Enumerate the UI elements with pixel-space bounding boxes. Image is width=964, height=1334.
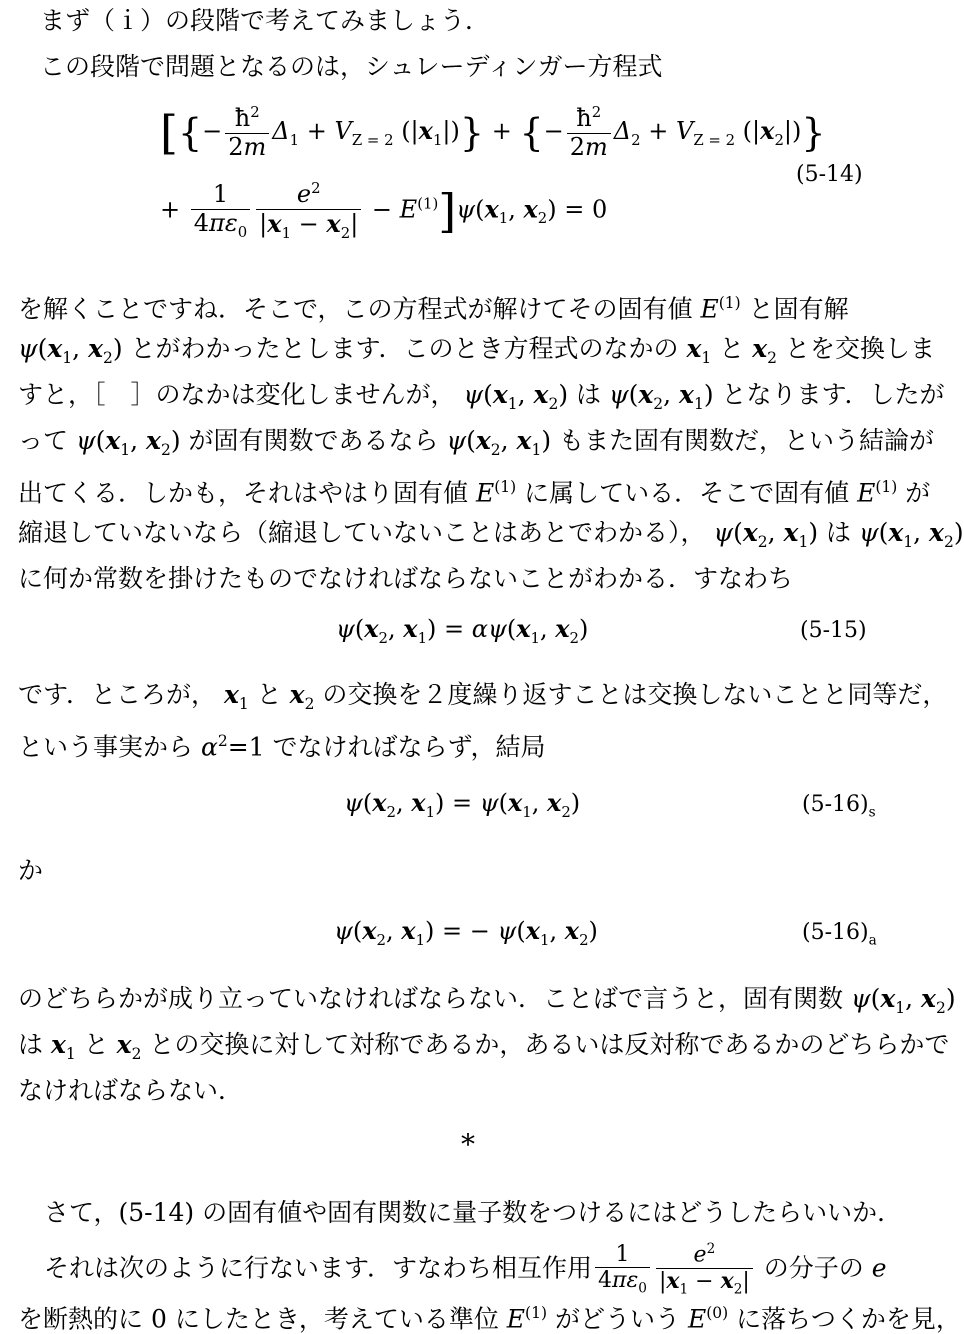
text-line-10: です．ところが， $x_1$ と $x_2$ の交換を２度繰り返すことは交換しないことと同等だ， <box>18 680 948 713</box>
text-line-4: $\psi(x_1$, $x_2$) とがわかったとします．このとき方程式のなかの $x_1$ と $x_2$ とを交換しま <box>18 334 935 367</box>
equation-5-14-line1: [{− $\frac{ħ^2}{2m}$ $\Delta_1 + V_{Z = 2}$ $(|x_1|)$} + {− $\frac{ħ^2}{2m}$ $\Delta_2 + V_{Z = 2}$ $(|x_2|)$} <box>160 103 826 161</box>
equation-number-5-14: (5-14) <box>796 162 863 187</box>
text-line-2: この段階で問題となるのは，シュレーディンガー方程式 <box>40 52 663 81</box>
equation-number-5-15: (5-15) <box>800 618 867 643</box>
text-line-12: か <box>18 856 44 885</box>
equation-5-14-line2: + $\frac{1}{4\pi\varepsilon_0}$ $\frac{e^2}{|x_1 - x_2|}$ − $E^{(1)}]\psi(x_1$, $x_2) = 0$ <box>160 179 608 242</box>
text-line-6: って $\psi(x_1$, $x_2$) が固有関数であるなら $\psi(x_2$, $x_1$) もまた固有関数だ，という結論が <box>18 426 935 459</box>
equation-number-5-16a: $(5-16)_a$ <box>802 920 877 949</box>
text-line-9: に何か常数を掛けたものでなければならないことがわかる．すなわち <box>18 564 794 593</box>
text-line-11: という事実から $\alpha^2=1$ でなければならず，結局 <box>18 732 546 762</box>
text-line-3: を解くことですね．そこで，この方程式が解けてその固有値 $E^{(1)}$ と固有解 <box>18 294 849 324</box>
text-line-7: 出てくる．しかも，それはやはり固有値 $E^{(1)}$ に属している．そこで固有値 $E^{(1)}$ が <box>18 478 931 508</box>
text-line-16: さて，(5-14) の固有値や固有関数に量子数をつけるにはどうしたらいいか． <box>44 1198 903 1227</box>
text-line-18: を断熱的に 0 にしたとき，考えている準位 $E^{(1)}$ がどういう $E^{(0)}$ に落ちつくかを見， <box>18 1304 961 1334</box>
equation-number-5-16s: $(5-16)_s$ <box>802 792 876 821</box>
equation-5-16a: $\psi(x_2$, $x_1$) = − $\psi(x_1$, $x_2$) <box>334 916 598 949</box>
equation-5-16s: $\psi(x_2$, $x_1) = \psi(x_1$, $x_2$) <box>344 788 581 821</box>
text-line-14: は $x_1$ と $x_2$ との交換に対して対称であるか，あるいは反対称であるかのどちらかで <box>18 1030 950 1063</box>
text-line-1: まず（ｉ）の段階で考えてみましょう． <box>40 6 491 35</box>
text-line-5: すと，［ ］のなかは変化しませんが， $\psi(x_1$, $x_2$) は $\psi(x_2$, $x_1$) となります．したが <box>18 380 945 413</box>
section-separator: * <box>461 1128 475 1161</box>
text-line-15: なければならない． <box>18 1076 244 1105</box>
text-line-13: のどちらかが成り立っていなければならない．ことばで言うと，固有関数 $\psi(x_1$, $x_2$) <box>18 984 956 1017</box>
text-line-17: それは次のように行ないます．すなわち相互作用 $\frac{1}{4\pi\varepsilon_0}$ $\frac{e^2}{|x_1 - x_2|}$ の分子の e <box>44 1241 887 1298</box>
equation-5-15: $\psi(x_2$, $x_1) = \alpha\psi(x_1$, $x_2$) <box>336 614 589 647</box>
text-line-8: 縮退していないなら（縮退していないことはあとでわかる）， $\psi(x_2$, $x_1$) は $\psi(x_1$, $x_2$) <box>18 518 964 551</box>
